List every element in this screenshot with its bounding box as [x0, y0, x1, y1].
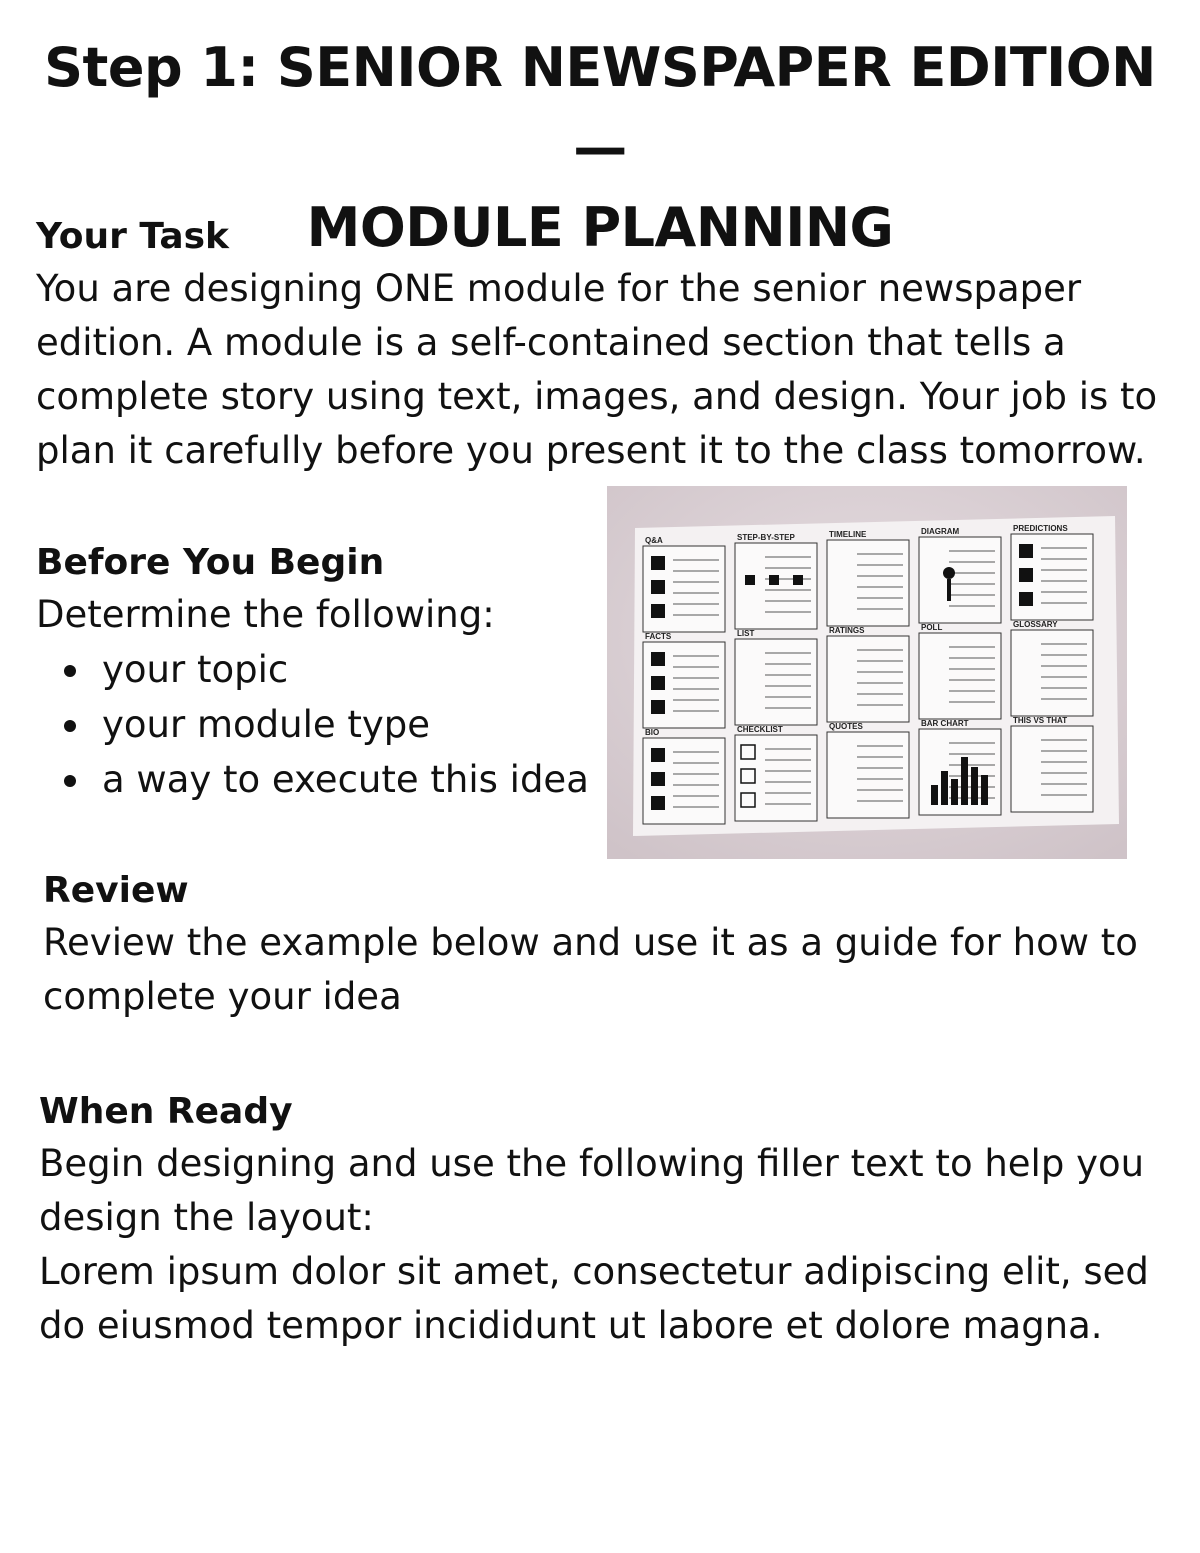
your-task-line-2: edition. A module is a self-contained section that tells a	[36, 321, 1066, 364]
module-card	[735, 725, 817, 821]
module-card	[643, 536, 725, 632]
your-task-line-4: plan it carefully before you present it to the class tomorrow.	[36, 429, 1146, 472]
module-card-label: FACTS	[645, 632, 672, 641]
module-card-label: POLL	[921, 623, 943, 632]
module-card-label: Q&A	[645, 536, 663, 545]
module-card	[643, 632, 725, 728]
when-ready-heading: When Ready	[39, 1091, 293, 1132]
page-title-line-1: Step 1: SENIOR NEWSPAPER EDITION —	[44, 36, 1156, 179]
module-cards-illustration	[607, 486, 1127, 859]
your-task-section	[36, 212, 1186, 478]
module-card-label: TIMELINE	[829, 530, 867, 539]
before-you-begin-heading: Before You Begin	[36, 542, 385, 583]
module-card	[1011, 620, 1093, 716]
module-card	[1011, 716, 1093, 812]
module-card	[735, 533, 817, 629]
before-you-begin-intro: Determine the following:	[36, 593, 495, 636]
when-ready-section	[39, 1087, 1189, 1353]
module-card	[1011, 524, 1093, 620]
module-card-label: PREDICTIONS	[1013, 524, 1068, 533]
module-card-label: THIS VS THAT	[1013, 716, 1068, 725]
filler-text-line-2: do eiusmod tempor incididunt ut labore et dolore magna.	[39, 1304, 1103, 1347]
list-item: a way to execute this idea	[36, 752, 596, 807]
review-section	[43, 866, 1183, 1024]
module-card	[735, 629, 817, 725]
module-card-label: RATINGS	[829, 626, 865, 635]
your-task-heading: Your Task	[36, 216, 229, 257]
module-card	[919, 623, 1001, 719]
module-card	[827, 626, 909, 722]
before-you-begin-section	[36, 538, 596, 807]
list-item: your topic	[36, 642, 596, 697]
module-card	[827, 530, 909, 626]
filler-text-line-1: Lorem ipsum dolor sit amet, consectetur adipiscing elit, sed	[39, 1250, 1149, 1293]
review-line-2: complete your idea	[43, 975, 402, 1018]
review-heading: Review	[43, 870, 189, 911]
module-card-label: LIST	[737, 629, 755, 638]
module-types-photo	[607, 486, 1127, 859]
before-you-begin-list	[36, 642, 596, 807]
module-card	[643, 728, 725, 824]
module-card-label: GLOSSARY	[1013, 620, 1058, 629]
your-task-line-3: complete story using text, images, and design. Your job is to	[36, 375, 1158, 418]
your-task-line-1: You are designing ONE module for the senior newspaper	[36, 267, 1082, 310]
module-card-label: DIAGRAM	[921, 527, 960, 536]
module-card	[919, 527, 1001, 623]
module-card-label: BIO	[645, 728, 660, 737]
module-card-label: CHECKLIST	[737, 725, 783, 734]
card-grid	[643, 524, 1093, 824]
when-ready-line-1: Begin designing and use the following filler text to help you	[39, 1142, 1145, 1185]
page-title-line-2: MODULE PLANNING	[306, 196, 894, 259]
when-ready-line-2: design the layout:	[39, 1196, 374, 1239]
module-card-label: QUOTES	[829, 722, 863, 731]
list-item: your module type	[36, 697, 596, 752]
review-line-1: Review the example below and use it as a guide for how to	[43, 921, 1138, 964]
module-card-label: BAR CHART	[921, 719, 969, 728]
module-card	[919, 719, 1001, 815]
module-card-label: STEP-BY-STEP	[737, 533, 795, 542]
module-card	[827, 722, 909, 818]
